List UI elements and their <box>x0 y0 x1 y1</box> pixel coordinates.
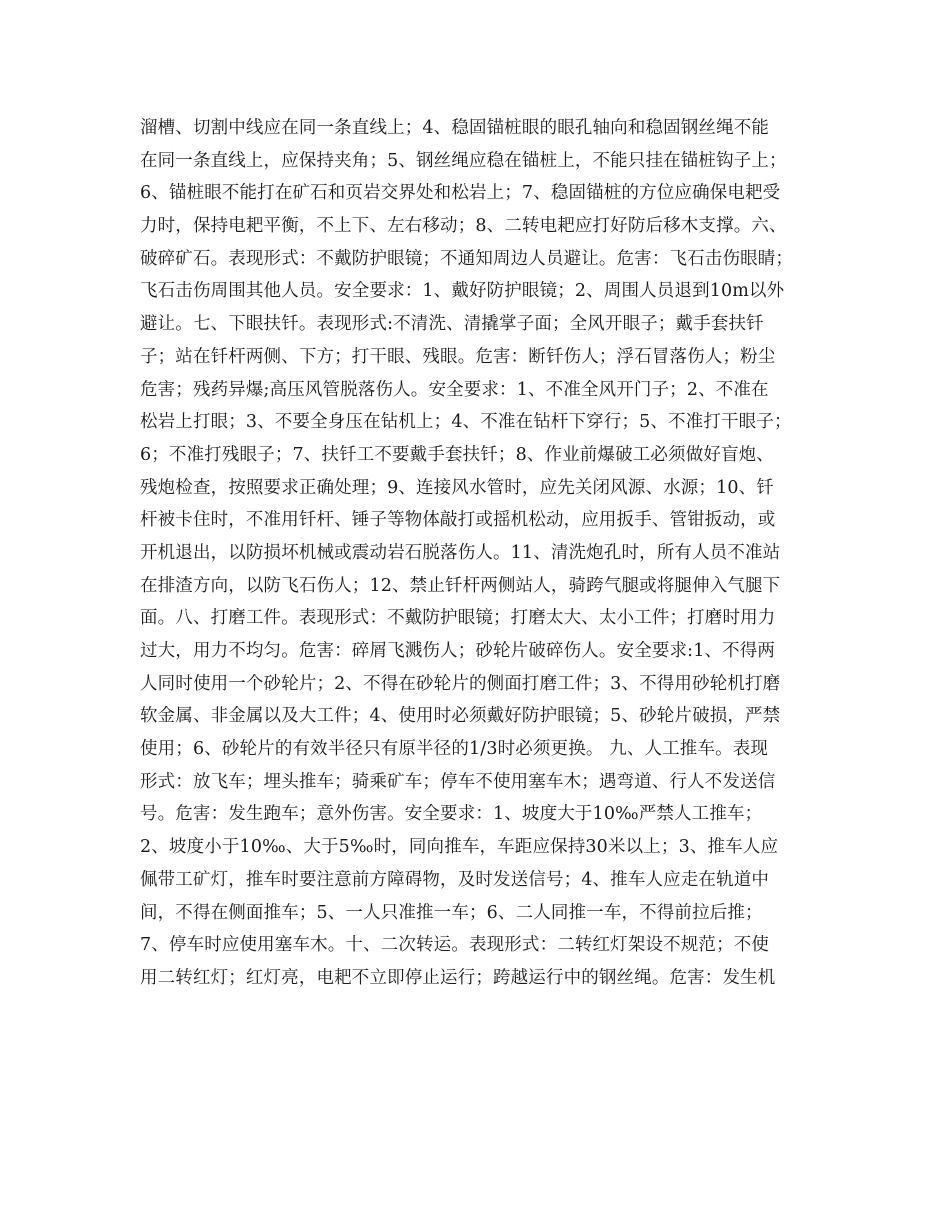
text-line: 危害；残药异爆;高压风管脱落伤人。安全要求：1、不准全风开门子；2、不准在 <box>140 379 769 400</box>
text-line: 溜槽、切割中线应在同一条直线上；4、稳固锚桩眼的眼孔轴向和稳固钢丝绳不能 <box>140 118 770 138</box>
body-text <box>140 112 820 995</box>
text-line: 使用；6、砂轮片的有效半径只有原半径的1/3时必须更换。 九、人工推车。表现 <box>140 739 769 760</box>
text-line: 在排渣方向，以防飞石伤人；12、禁止钎杆两侧站人，骑跨气腿或将腿伸入气腿下 <box>140 575 781 596</box>
text-line: 软金属、非金属以及大工件；4、使用时必须戴好防护眼镜；5、砂轮片破损，严禁 <box>140 706 781 727</box>
text-line: 飞石击伤周围其他人员。安全要求：1、戴好防护眼镜；2、周围人员退到10m以外 <box>140 281 785 302</box>
text-line: 人同时使用一个砂轮片；2、不得在砂轮片的侧面打磨工件；3、不得用砂轮机打磨 <box>140 673 781 694</box>
text-line: 残炮检查，按照要求正确处理；9、连接风水管时，应先关闭风源、水源；10、钎 <box>140 477 774 498</box>
text-line: 形式：放飞车；埋头推车；骑乘矿车；停车不使用塞车木；遇弯道、行人不发送信 <box>140 771 776 792</box>
text-line: 2、坡度小于10‰、大于5‰时，同向推车，车距应保持30米以上；3、推车人应 <box>140 837 779 858</box>
text-line: 杆被卡住时，不准用钎杆、锤子等物体敲打或摇机松动，应用扳手、管钳扳动，或 <box>140 510 776 531</box>
text-line: 间，不得在侧面推车；5、一人只准推一车；6、二人同推一车，不得前拉后推； <box>140 902 763 923</box>
text-line: 用二转红灯；红灯亮，电耙不立即停止运行；跨越运行中的钢丝绳。危害：发生机 <box>140 967 776 988</box>
text-line: 破碎矿石。表现形式：不戴防护眼镜；不通知周边人员避让。危害：飞石击伤眼睛； <box>140 248 794 269</box>
text-line: 开机退出，以防损坏机械或震动岩石脱落伤人。11、清洗炮孔时，所有人员不准站 <box>140 542 781 563</box>
text-line: 过大，用力不均匀。危害：碎屑飞溅伤人；砂轮片破碎伤人。安全要求:1、不得两 <box>140 641 776 661</box>
text-line: 7、停车时应使用塞车木。十、二次转运。表现形式：二转红灯架设不规范；不使 <box>140 935 770 956</box>
text-line: 力时，保持电耙平衡，不上下、左右移动；8、二转电耙应打好防后移木支撑。六、 <box>140 216 787 237</box>
text-line: 6；不准打残眼子；7、扶钎工不要戴手套扶钎；8、作业前爆破工必须做好盲炮、 <box>140 444 774 465</box>
text-line: 避让。七、下眼扶钎。表现形式:不清洗、清撬掌子面；全风开眼子；戴手套扶钎 <box>140 314 764 335</box>
text-line: 号。危害：发生跑车；意外伤害。安全要求：1、坡度大于10‰严禁人工推车； <box>140 804 763 825</box>
text-line: 6、锚桩眼不能打在矿石和页岩交界处和松岩上；7、稳固锚桩的方位应确保电耙受 <box>140 183 781 204</box>
text-line: 松岩上打眼；3、不要全身压在钻机上；4、不准在钻杆下穿行；5、不准打干眼子； <box>140 412 792 433</box>
text-line: 佩带工矿灯，推车时要注意前方障碍物，及时发送信号；4、推车人应走在轨道中 <box>140 869 770 890</box>
text-line: 在同一条直线上，应保持夹角；5、钢丝绳应稳在锚桩上，不能只挂在锚桩钩子上； <box>140 150 787 171</box>
text-line: 子；站在钎杆两侧、下方；打干眼、残眼。危害：断钎伤人；浮石冒落伤人；粉尘 <box>140 346 776 367</box>
text-line: 面。八、打磨工件。表现形式：不戴防护眼镜；打磨太大、太小工件；打磨时用力 <box>140 608 776 629</box>
